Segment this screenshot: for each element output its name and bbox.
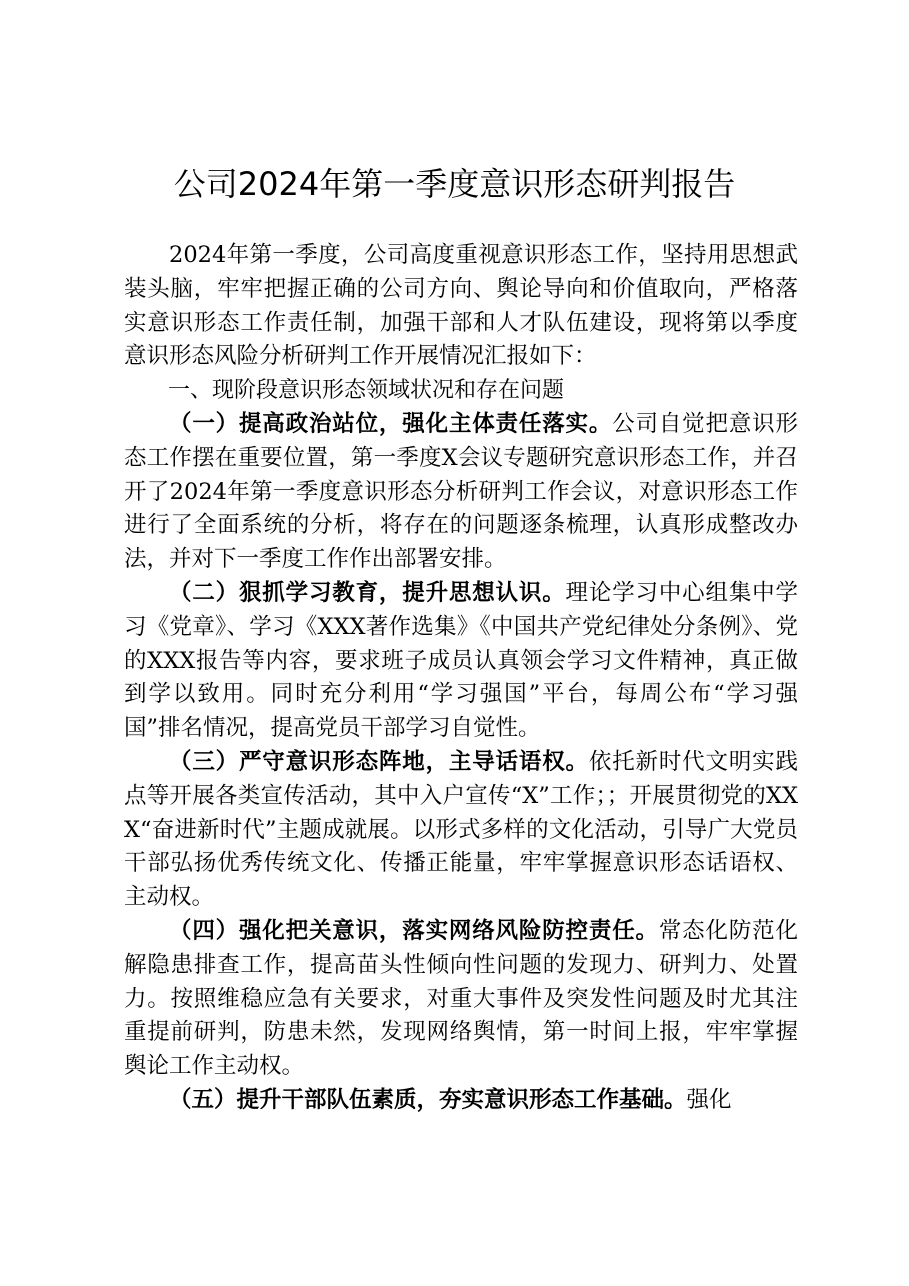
item-text: 公司自觉把意识形态工作摆在重要位置，第一季度X会议专题研究意识形态工作，并召开了2024年第一季度意识形态分析研判工作会议，对意识形态工作进行了全面系统的分析，将存在的问题逐条梳理，认真形成整改办法，并对下一季度工作作出部署安排。 [124,410,798,573]
item-lead: （二）狠抓学习教育，提升思想认识。 [169,579,566,606]
item-paragraph [124,577,798,746]
intro-paragraph: 2024年第一季度，公司高度重视意识形态工作，坚持用思想武装头脑，牢牢把握正确的公司方向、舆论导向和价值取向，严格落实意识形态工作责任制，加强干部和人才队伍建设，现将第以季度意识形态风险分析研判工作开展情况汇报如下： [124,242,798,370]
document-title: 公司2024年第一季度意识形态研判报告 [173,165,736,203]
item-paragraph [124,408,798,577]
item-paragraph [124,1084,798,1118]
item-paragraph [124,746,798,915]
item-text: 依托新时代文明实践点等开展各类宣传活动，其中入户宣传“X”工作；；开展贯彻党的XXX“奋进新时代”主题成就展。以形式多样的文化活动，引导广大党员干部弘扬优秀传统文化、传播正能量，牢牢掌握意识形态话语权、主动权。 [124,748,798,911]
item-lead: （一）提高政治站位，强化主体责任落实。 [169,410,613,437]
item-paragraph [124,915,798,1084]
item-lead: （五）提升干部队伍素质，夯实意识形态工作基础。 [169,1086,687,1113]
item-text: 常态化防范化解隐患排查工作，提高苗头性倾向性问题的发现力、研判力、处置力。按照维稳应急有关要求，对重大事件及突发性问题及时尤其注重提前研判，防患未然，发现网络舆情，第一时间上报，牢牢掌握舆论工作主动权。 [124,917,798,1080]
document-body [124,239,798,1118]
item-lead: （三）严守意识形态阵地，主导话语权。 [169,748,589,775]
item-lead: （四）强化把关意识，落实网络风险防控责任。 [169,917,659,944]
item-text: 理论学习中心组集中学习《党章》、学习《XXX著作选集》《中国共产党纪律处分条例》、党的XXX报告等内容，要求班子成员认真领会学习文件精神，真正做到学以致用。同时充分利用“学习强国”平台，每周公布“学习强国”排名情况，提高党员干部学习自觉性。 [124,579,798,742]
section-heading: 一、现阶段意识形态领域状况和存在问题 [168,378,565,404]
item-text: 强化 [686,1086,732,1113]
